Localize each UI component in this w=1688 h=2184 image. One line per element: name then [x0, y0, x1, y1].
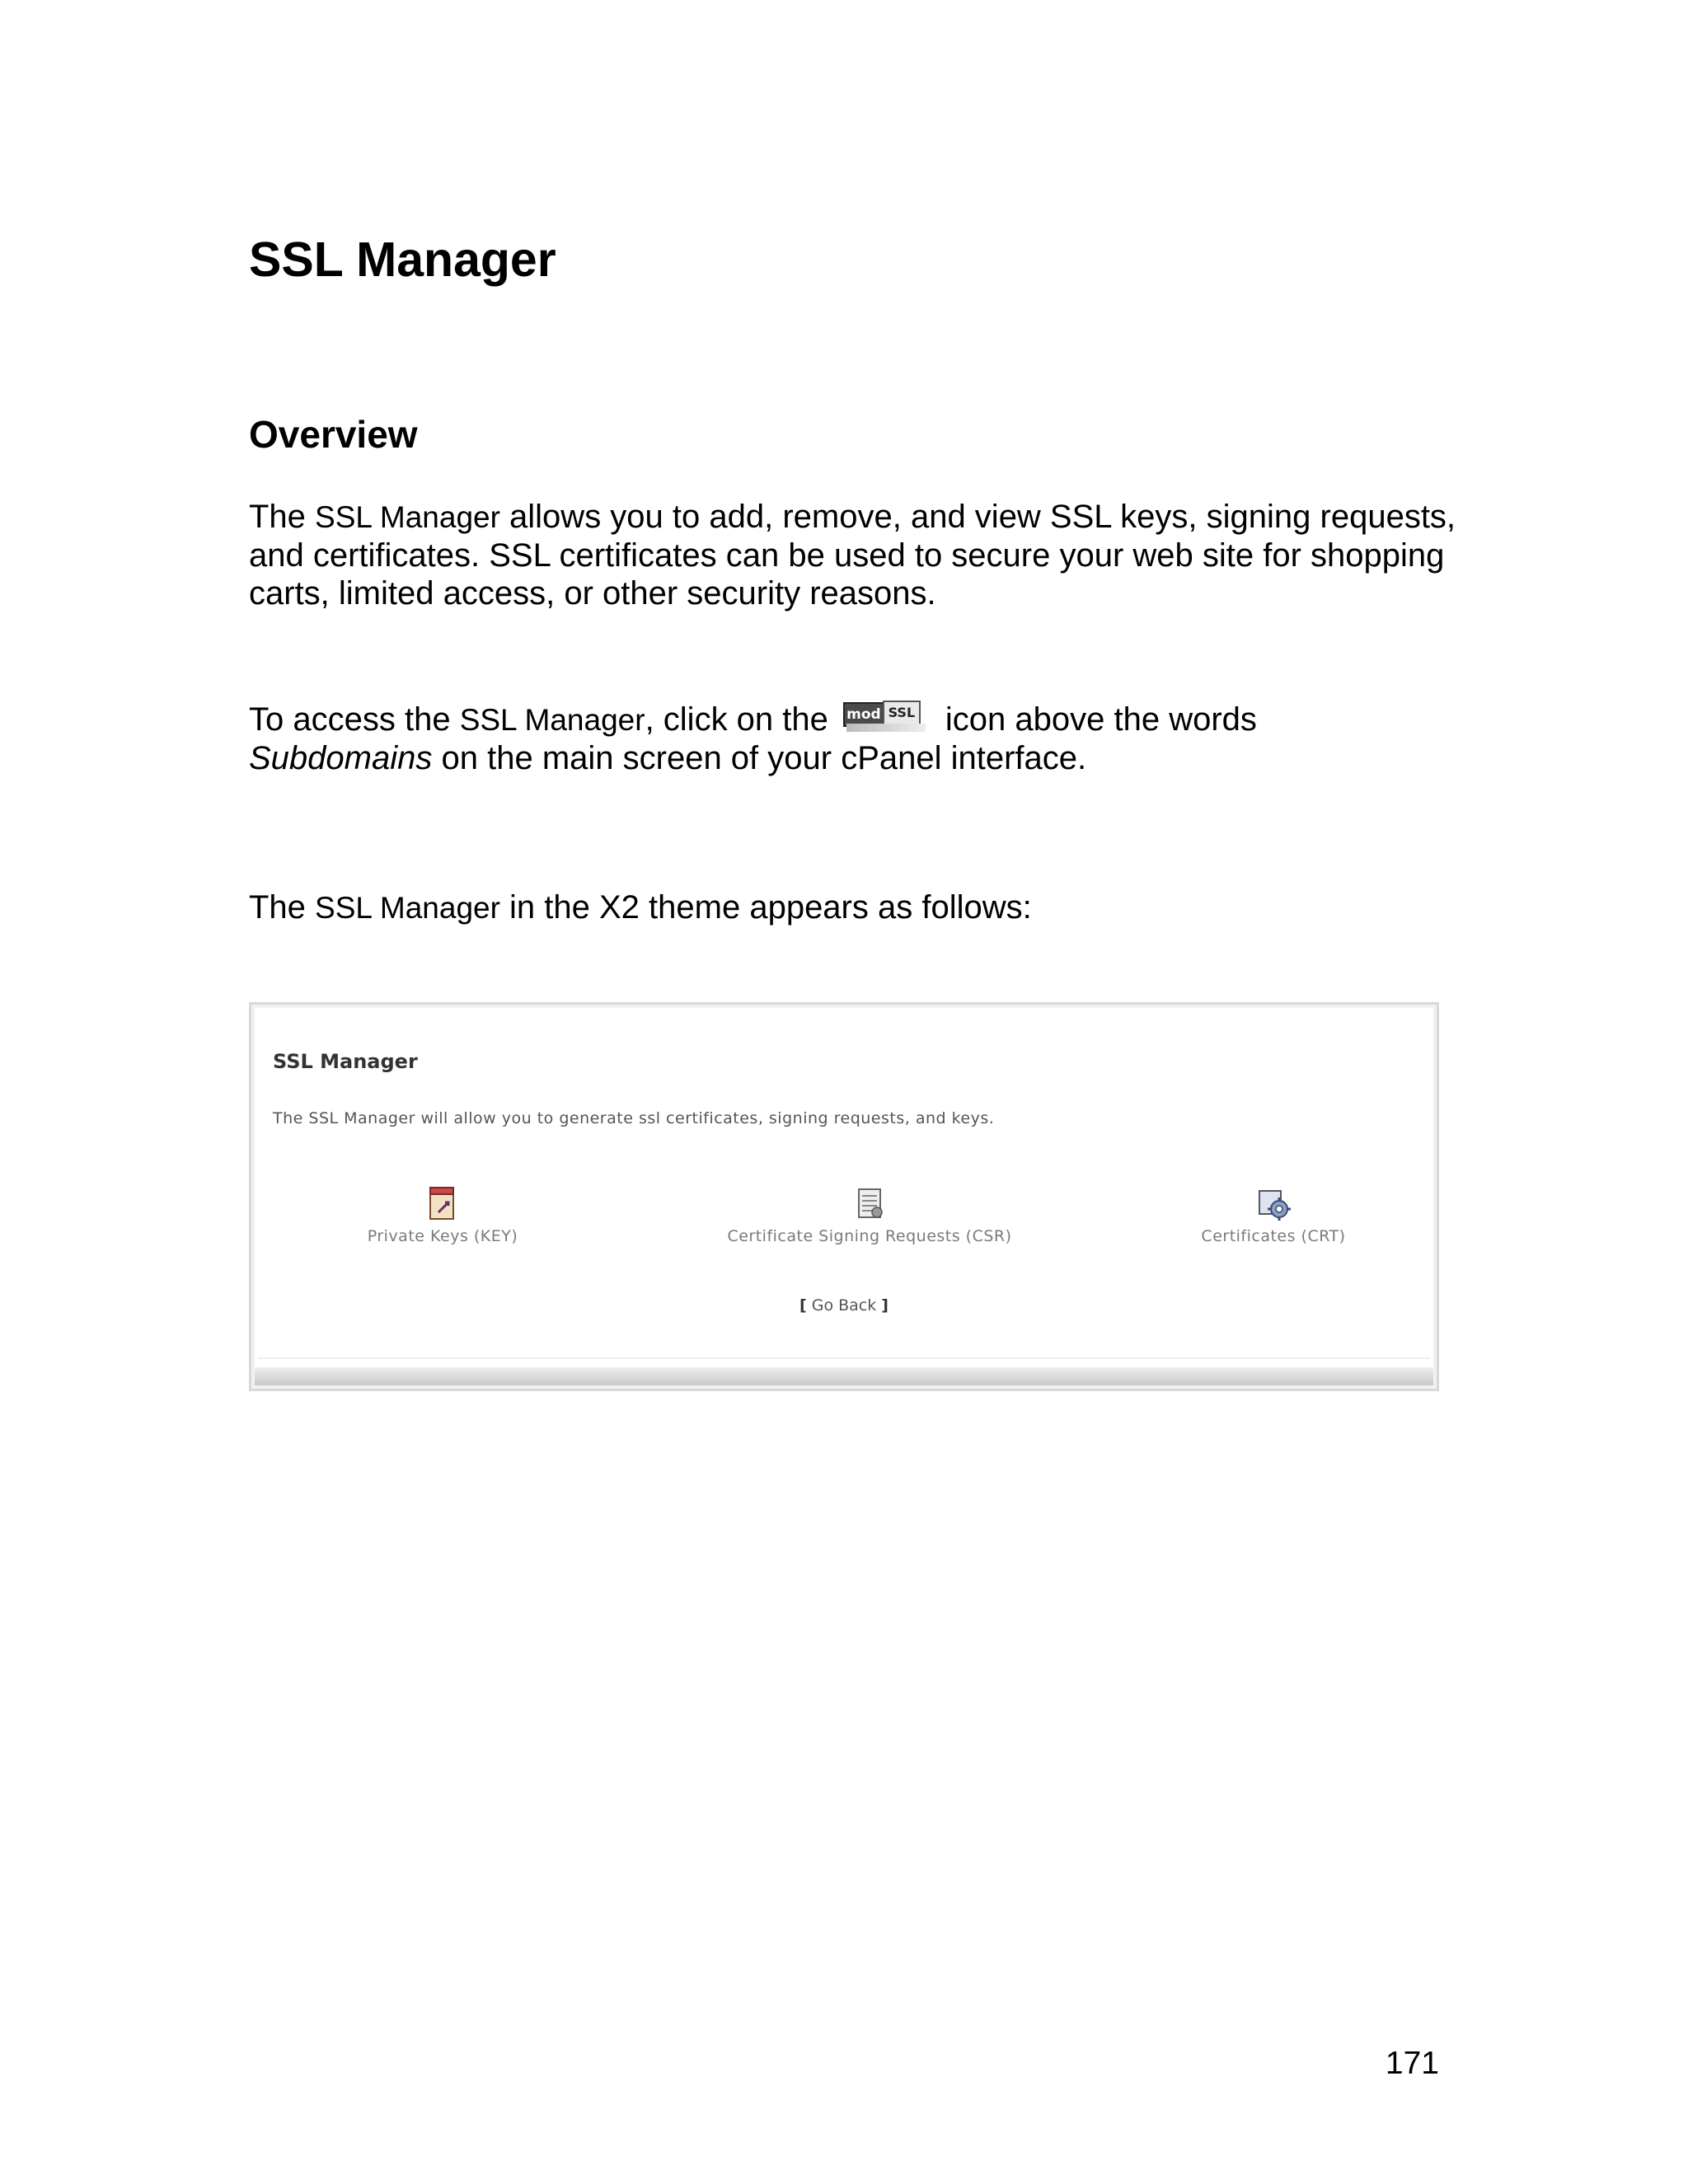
para1-prefix: The [249, 499, 316, 535]
para1-term: SSL Manager [315, 500, 500, 534]
private-key-icon [424, 1184, 462, 1222]
page-title: SSL Manager [249, 232, 556, 287]
para1-rest: allows you to add, remove, and view SSL keys, signing requests, and certificates. SSL certificates can be used to secure your web site for shopping carts, limited access, or other security reasons. [249, 499, 1456, 612]
screenshot-title: SSL Manager [273, 1050, 418, 1073]
csr-document-icon [851, 1184, 889, 1222]
subdomains-term: Subdomains [249, 740, 433, 776]
overview-heading: Overview [249, 413, 418, 456]
para2-mid: , click on the [645, 701, 828, 738]
private-keys-label: Private Keys (KEY) [367, 1227, 518, 1245]
ssl-manager-screenshot [249, 1002, 1439, 1391]
para3-term: SSL Manager [315, 891, 500, 925]
ssl-tile: SSL [883, 701, 921, 725]
screenshot-footer-bar [255, 1367, 1433, 1385]
csr-label: Certificate Signing Requests (CSR) [727, 1227, 1012, 1245]
screenshot-divider [258, 1357, 1430, 1359]
icon-shadow [846, 724, 926, 732]
go-back-link[interactable] [251, 1296, 1437, 1315]
para2-term: SSL Manager [459, 703, 645, 737]
go-back-label: Go Back [811, 1296, 877, 1315]
para2-rest: on the main screen of your cPanel interface. [432, 740, 1087, 776]
certificate-gear-icon [1254, 1184, 1292, 1222]
go-back-open-bracket: [ [799, 1296, 807, 1315]
mod-ssl-icon [840, 697, 929, 735]
overview-paragraph [249, 498, 1469, 612]
mod-tile: mod [843, 702, 884, 727]
access-paragraph [249, 697, 1469, 777]
go-back-close-bracket: ] [881, 1296, 889, 1315]
screenshot-description: The SSL Manager will allow you to generate ssl certificates, signing requests, and keys. [273, 1109, 995, 1127]
certificates-link[interactable] [1175, 1184, 1372, 1245]
theme-paragraph [249, 888, 1469, 927]
para2-prefix: To access the [249, 701, 460, 738]
page-number: 171 [1385, 2046, 1439, 2081]
private-keys-link[interactable] [344, 1184, 542, 1245]
certificates-label: Certificates (CRT) [1201, 1227, 1346, 1245]
csr-link[interactable] [688, 1184, 1051, 1245]
para3-rest: in the X2 theme appears as follows: [499, 889, 1032, 926]
para3-prefix: The [249, 889, 316, 926]
para2-after-icon: icon above the words [945, 701, 1257, 738]
